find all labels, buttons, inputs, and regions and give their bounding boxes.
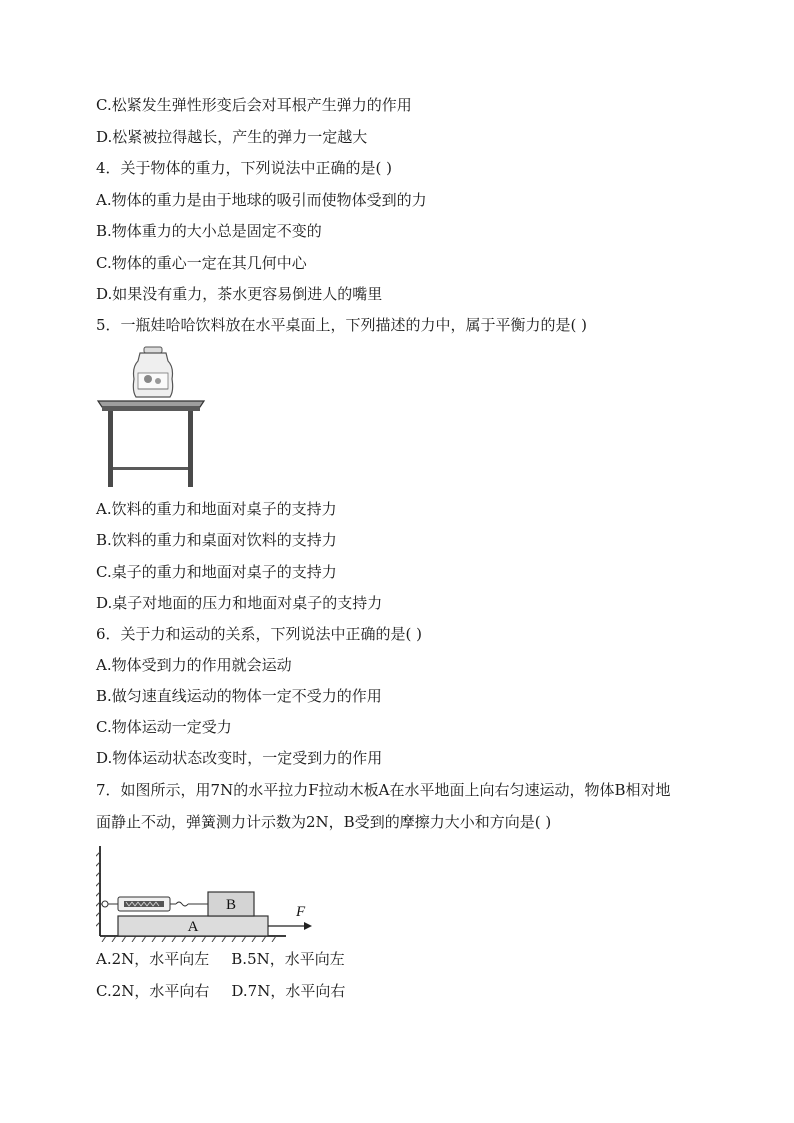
label-f: F <box>296 904 306 920</box>
q6-stem: 6．关于力和运动的关系，下列说法中正确的是( ) <box>96 625 423 643</box>
q3-option-d: D.松紧被拉得越长，产生的弹力一定越大 <box>96 128 368 146</box>
q5-option-b: B.饮料的重力和桌面对饮料的支持力 <box>96 531 337 549</box>
table-bottle-figure <box>96 343 208 490</box>
q5-stem: 5．一瓶娃哈哈饮料放在水平桌面上，下列描述的力中，属于平衡力的是( ) <box>96 316 588 334</box>
q7-stem-line1: 7．如图所示，用7N的水平拉力F拉动木板A在水平地面上向右匀速运动，物体B相对地 <box>96 781 671 799</box>
label-a: A <box>187 919 199 935</box>
q4-option-c: C.物体的重心一定在其几何中心 <box>96 254 307 272</box>
q7-options-row1 <box>96 949 345 969</box>
q7-option-d: D.7N，水平向右 <box>231 982 346 1000</box>
q7-option-a: A.2N，水平向左 <box>96 950 210 968</box>
q7-option-c: C.2N，水平向右 <box>96 982 210 1000</box>
spring-scale-icon <box>100 897 208 911</box>
q5-option-a: A.饮料的重力和地面对桌子的支持力 <box>96 500 337 518</box>
q5-option-d: D.桌子对地面的压力和地面对桌子的支持力 <box>96 594 383 612</box>
q6-option-d: D.物体运动状态改变时，一定受到力的作用 <box>96 749 383 767</box>
label-b: B <box>225 897 237 913</box>
q4-option-b: B.物体重力的大小总是固定不变的 <box>96 222 322 240</box>
bottle-icon <box>133 347 172 397</box>
q4-option-d: D.如果没有重力，茶水更容易倒进人的嘴里 <box>96 285 383 303</box>
q3-option-c: C.松紧发生弹性形变后会对耳根产生弹力的作用 <box>96 96 412 114</box>
q4-stem: 4．关于物体的重力，下列说法中正确的是( ) <box>96 159 393 177</box>
arrowhead-icon <box>304 922 312 930</box>
q6-option-b: B.做匀速直线运动的物体一定不受力的作用 <box>96 687 382 705</box>
q5-option-c: C.桌子的重力和地面对桌子的支持力 <box>96 563 337 581</box>
q6-option-c: C.物体运动一定受力 <box>96 718 232 736</box>
q7-option-b: B.5N，水平向左 <box>231 950 345 968</box>
q7-options-row2 <box>96 981 345 1001</box>
ground-hatching <box>102 936 276 942</box>
q7-stem-line2: 面静止不动，弹簧测力计示数为2N，B受到的摩擦力大小和方向是( ) <box>96 813 552 831</box>
q6-option-a: A.物体受到力的作用就会运动 <box>96 656 292 674</box>
q4-option-a: A.物体的重力是由于地球的吸引而使物体受到的力 <box>96 191 427 209</box>
spring-scale-figure <box>96 842 316 942</box>
